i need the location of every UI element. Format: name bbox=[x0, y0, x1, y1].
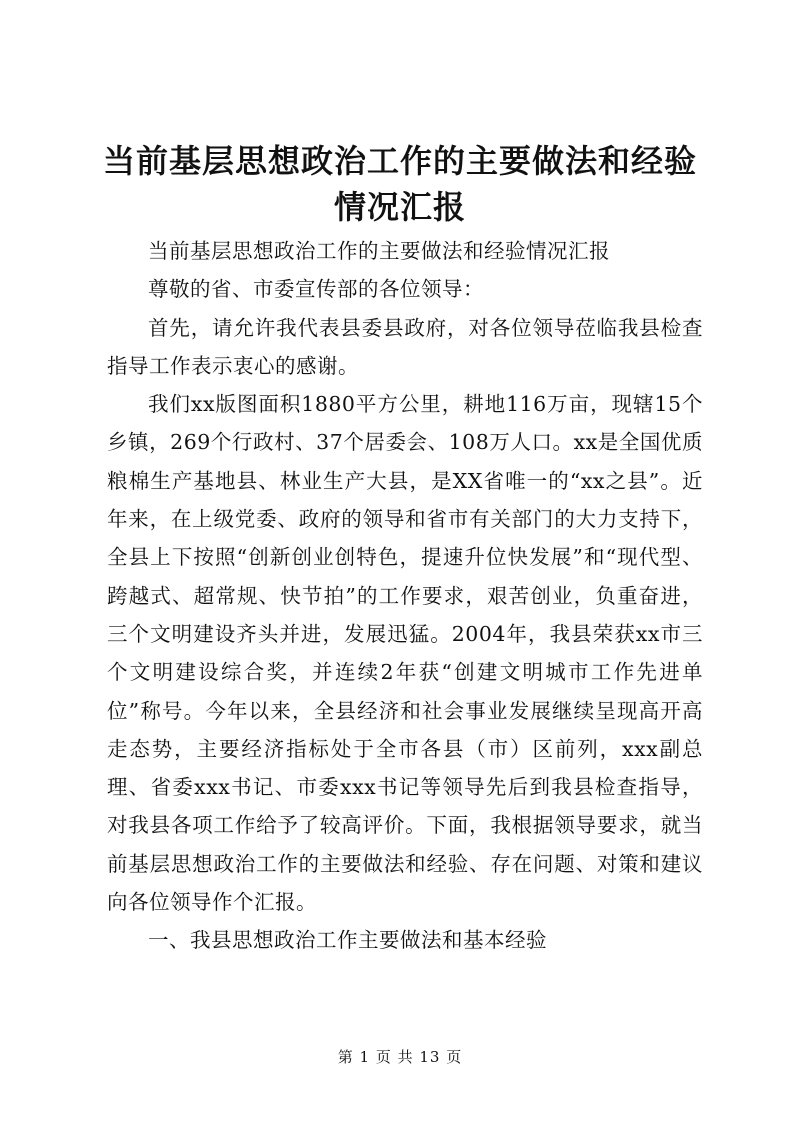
paragraph-county-overview: 我们xx版图面积1880平方公里，耕地116万亩，现辖15个乡镇，269个行政村、37个居委会、108万人口。xx是全国优质粮棉生产基地县、林业生产大县，是XX省唯一的“xx之县”。近年来，在上级党委、政府的领导和省市有关部门的大力支持下，全县上下按照“创新创业创特色，提速升位快发展”和“现代型、跨越式、超常规、快节拍”的工作要求，艰苦创业，负重奋进，三个文明建设齐头并进，发展迅猛。2004年，我县荣获xx市三个文明建设综合奖，并连续2年获“创建文明城市工作先进单位”称号。今年以来，全县经济和社会事业发展继续呈现高开高走态势，主要经济指标处于全市各县（市）区前列，xxx副总理、省委xxx书记、市委xxx书记等领导先后到我县检查指导，对我县各项工作给予了较高评价。下面，我根据领导要求，就当前基层思想政治工作的主要做法和经验、存在问题、对策和建议向各位领导作个汇报。 bbox=[107, 392, 703, 915]
paragraph-thanks: 首先，请允许我代表县委县政府，对各位领导莅临我县检查指导工作表示衷心的感谢。 bbox=[107, 315, 703, 378]
paragraph-section-heading: 一、我县思想政治工作主要做法和基本经验 bbox=[148, 928, 547, 953]
document-body bbox=[107, 232, 703, 960]
page-number-footer: 第 1 页 共 13 页 bbox=[337, 1048, 463, 1066]
paragraph-salutation: 尊敬的省、市委宣传部的各位领导： bbox=[148, 277, 484, 302]
paragraph-heading-repeat: 当前基层思想政治工作的主要做法和经验情况汇报 bbox=[148, 239, 610, 263]
document-title: 当前基层思想政治工作的主要做法和经验情况汇报 bbox=[102, 142, 697, 226]
